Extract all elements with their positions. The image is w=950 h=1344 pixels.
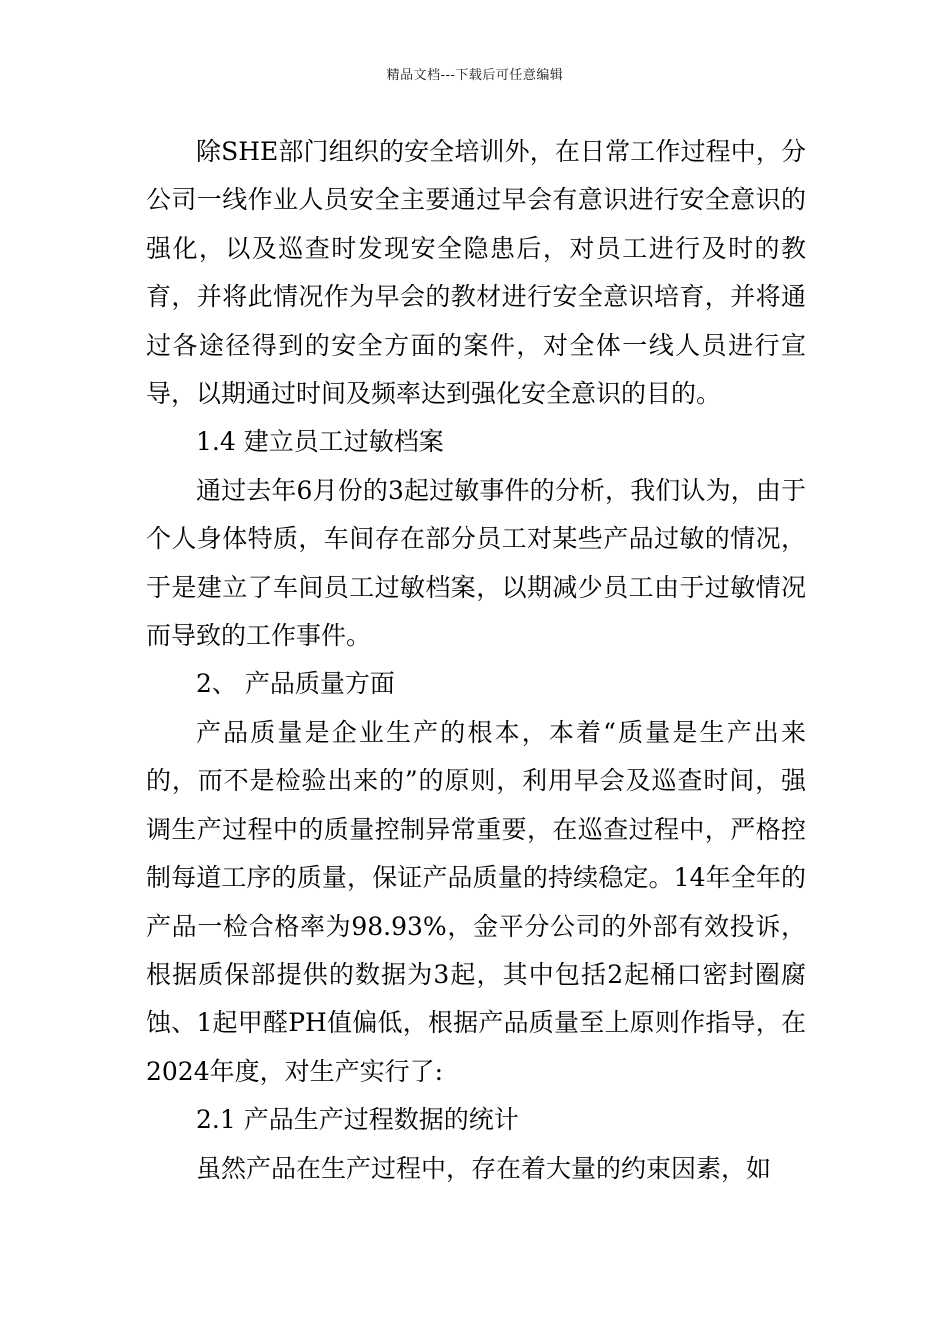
- paragraph-allergy-records: 通过去年6月份的3起过敏事件的分析，我们认为，由于个人身体特质，车间存在部分员工对某些产品过敏的情况，于是建立了车间员工过敏档案，以期减少员工由于过敏情况而导致的工作事件。: [146, 475, 806, 651]
- document-body: [146, 128, 806, 1193]
- section-heading-1-4: 1.4 建立员工过敏档案: [196, 427, 444, 457]
- paragraph-safety-training: 除SHE部门组织的安全培训外，在日常工作过程中，分公司一线作业人员安全主要通过早会有意识进行安全意识的强化，以及巡查时发现安全隐患后，对员工进行及时的教育，并将此情况作为早会的教材进行安全意识培育，并将通过各途径得到的安全方面的案件，对全体一线人员进行宣导，以期通过时间及频率达到强化安全意识的目的。: [146, 137, 806, 409]
- paragraph-product-quality: 产品质量是企业生产的根本，本着“质量是生产出来的，而不是检验出来的”的原则，利用早会及巡查时间，强调生产过程中的质量控制异常重要，在巡查过程中，严格控制每道工序的质量，保证产品质量的持续稳定。14年全年的产品一检合格率为98.93%，金平分公司的外部有效投诉，根据质保部提供的数据为3起，其中包括2起桶口密封圈腐蚀、1起甲醛PH值偏低，根据产品质量至上原则作指导，在2024年度，对生产实行了:: [146, 717, 806, 1086]
- section-heading-2-1: 2.1 产品生产过程数据的统计: [196, 1105, 519, 1135]
- page-header: 精品文档---下载后可任意编辑: [386, 68, 564, 83]
- paragraph-production-data: 虽然产品在生产过程中，存在着大量的约束因素，如: [196, 1153, 772, 1183]
- section-heading-2: 2、 产品质量方面: [196, 669, 395, 699]
